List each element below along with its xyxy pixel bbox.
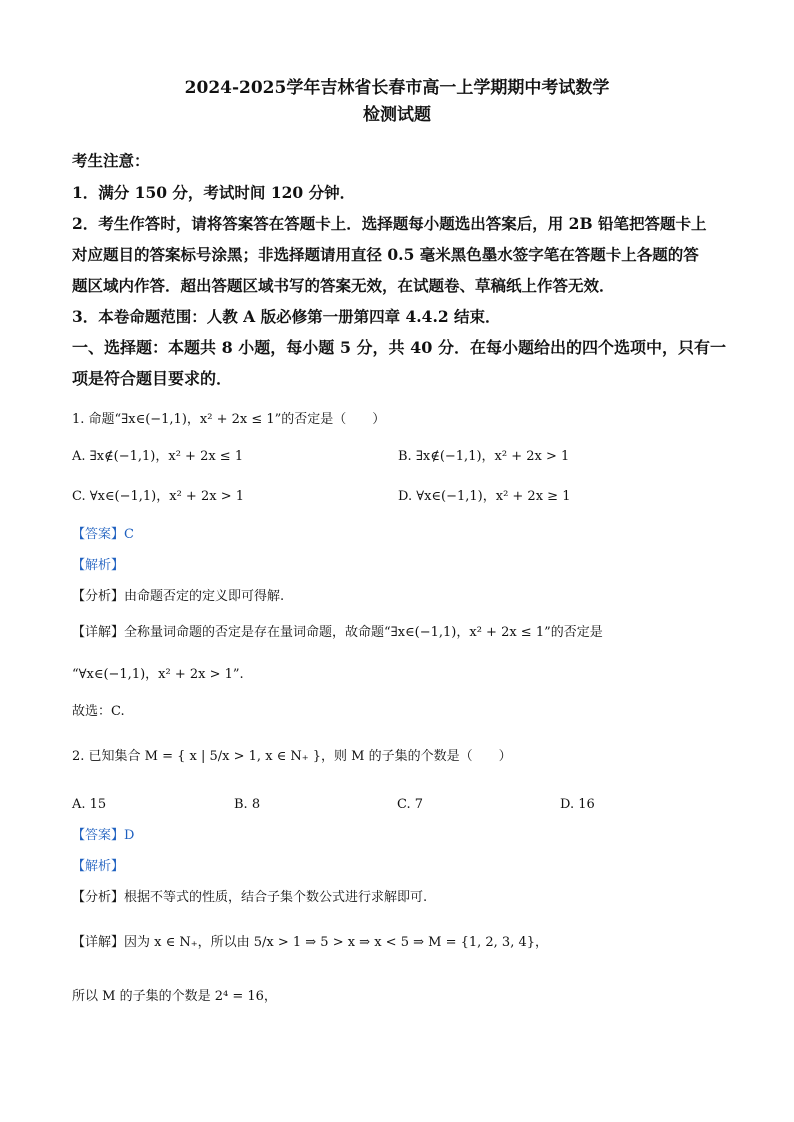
- q1-option-d: D. ∀x∈(−1,1)，x² + 2x ≥ 1: [398, 489, 571, 504]
- q2-analysis: 【分析】根据不等式的性质，结合子集个数公式进行求解即可.: [72, 890, 428, 905]
- q1-option-b: B. ∃x∉(−1,1)，x² + 2x > 1: [398, 449, 570, 464]
- q1-option-a: A. ∃x∉(−1,1)，x² + 2x ≤ 1: [72, 449, 244, 464]
- q1-option-c: C. ∀x∈(−1,1)，x² + 2x > 1: [72, 489, 244, 504]
- q2-conclusion: 所以 M 的子集的个数是 2⁴ = 16，: [72, 989, 277, 1004]
- page-title: 2024-2025学年吉林省长春市高一上学期期中考试数学: [184, 78, 610, 98]
- q2-option-a: A. 15: [72, 797, 107, 812]
- q2-detail: 【详解】因为 x ∈ N₊，所以由 5/x > 1 ⇒ 5 > x ⇒ x < 5 ⇒ M = {1, 2, 3, 4}，: [72, 935, 549, 950]
- q2-option-d: D. 16: [560, 797, 595, 812]
- q2-option-c: C. 7: [397, 797, 424, 812]
- q1-stem: 1. 命题“∃x∈(−1,1)，x² + 2x ≤ 1”的否定是（ ）: [72, 412, 386, 427]
- q2-answer: 【答案】D: [72, 828, 135, 843]
- q1-detail-line2: “∀x∈(−1,1)，x² + 2x > 1”.: [72, 667, 244, 682]
- notice-item-2b: 对应题目的答案标号涂黑；非选择题请用直径 0.5 毫米黑色墨水签字笔在答题卡上各题的答: [72, 245, 699, 264]
- notice-item-2a: 2．考生作答时，请将答案答在答题卡上．选择题每小题选出答案后，用 2B 铅笔把答题卡上: [72, 214, 707, 233]
- q1-analysis-tag: 【解析】: [72, 558, 125, 573]
- section-heading-line1: 一、选择题：本题共 8 小题，每小题 5 分，共 40 分．在每小题给出的四个选项中，只有一: [72, 338, 726, 357]
- q1-detail-line1: 【详解】全称量词命题的否定是存在量词命题，故命题“∃x∈(−1,1)，x² + 2x ≤ 1”的否定是: [72, 625, 603, 640]
- notice-item-1: 1．满分 150 分，考试时间 120 分钟．: [72, 183, 356, 202]
- q2-analysis-tag: 【解析】: [72, 859, 125, 874]
- notice-heading: 考生注意：: [72, 151, 150, 170]
- q1-analysis: 【分析】由命题否定的定义即可得解.: [72, 589, 285, 604]
- q1-answer: 【答案】C: [72, 527, 134, 542]
- q1-choice: 故选：C.: [72, 704, 125, 719]
- section-heading-line2: 项是符合题目要求的．: [72, 369, 233, 388]
- notice-item-2c: 题区域内作答．超出答题区域书写的答案无效，在试题卷、草稿纸上作答无效．: [72, 276, 615, 295]
- q2-option-b: B. 8: [234, 797, 261, 812]
- notice-item-3: 3．本卷命题范围：人教 A 版必修第一册第四章 4.4.2 结束．: [72, 307, 501, 326]
- q2-stem: 2. 已知集合 M = { x | 5/x > 1, x ∈ N₊ }，则 M 的子集的个数是（ ）: [72, 749, 512, 764]
- page-subtitle: 检测试题: [363, 105, 431, 125]
